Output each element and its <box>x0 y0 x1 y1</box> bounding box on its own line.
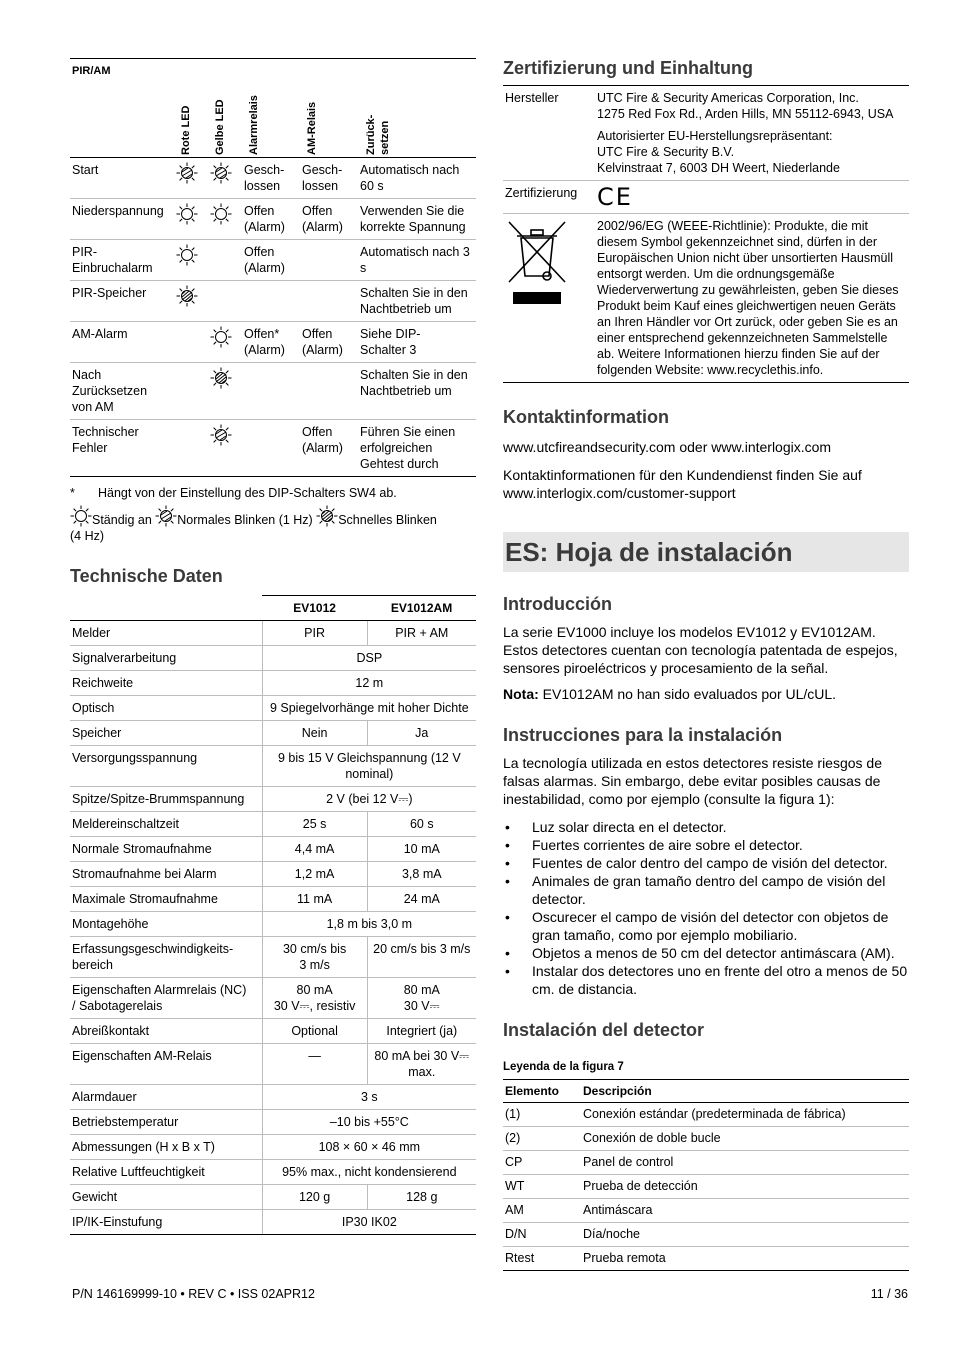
tech-data-table <box>70 595 476 1235</box>
am-relay-cell: Offen (Alarm) <box>300 420 358 477</box>
reset-cell: Verwenden Sie die korrekte Spannung <box>358 199 476 240</box>
tech-value: DSP <box>262 646 476 671</box>
note-label: Nota: <box>503 686 539 702</box>
tech-value: –10 bis +55°C <box>262 1110 476 1135</box>
alarm-relay-cell: Offen (Alarm) <box>242 199 300 240</box>
legend-normal-label: Normales Blinken (1 Hz) <box>177 513 313 527</box>
tech-table-row <box>70 621 476 646</box>
legend-element: Rtest <box>503 1247 581 1271</box>
row-label: PIR-Speicher <box>70 281 174 322</box>
tech-value-ev1012am: 80 mA 30 V⎓ <box>367 978 476 1019</box>
legend-element: CP <box>503 1151 581 1175</box>
legend-header-element: Elemento <box>503 1080 581 1103</box>
tech-value-ev1012: PIR <box>262 621 367 646</box>
tech-value-ev1012: 1,2 mA <box>262 862 367 887</box>
led-table-row <box>70 158 476 199</box>
led-legend <box>70 505 476 544</box>
tech-value-ev1012: Optional <box>262 1019 367 1044</box>
weee-text: 2002/96/EG (WEEE-Richtlinie): Produkte, die mit diesem Symbol gekennzeichnet sind, dürfen in der Europäischen Union nicht über unsortierten Hausmüll entsorgt werden. Um die ordnungsgemäße Wiederverwertung zu gewährleisten, geben Sie dieses Produkt beim Kauf eines gleichwertigen neuen Geräts an Ihren Händler vor Ort zurück, oder geben Sie es an einer entsprechend gekennzeichneten Sammelstelle ab. Weitere Informationen hierzu finden Sie auf der folgenden Website: www.recyclethis.info. <box>595 214 909 383</box>
header-alarmrelais: Alarmrelais <box>242 59 300 158</box>
alarm-relay-cell: Offen (Alarm) <box>242 240 300 281</box>
led-table-row <box>70 363 476 420</box>
manufacturer-us: UTC Fire & Security Americas Corporation, Inc. 1275 Red Fox Rd., Arden Hills, MN 55112-6943, USA <box>597 91 894 121</box>
reset-cell: Automatisch nach 60 s <box>358 158 476 199</box>
left-column <box>70 58 476 1235</box>
tech-value-ev1012am: 3,8 mA <box>367 862 476 887</box>
tech-value-ev1012: 25 s <box>262 812 367 837</box>
tech-label: Abreißkontakt <box>70 1019 262 1044</box>
tech-label: Alarmdauer <box>70 1085 262 1110</box>
tech-label: Abmessungen (H x B x T) <box>70 1135 262 1160</box>
tech-table-row <box>70 671 476 696</box>
tech-value: 9 bis 15 V Gleichspannung (12 V nominal) <box>262 746 476 787</box>
led-blink-normal-icon <box>155 505 177 527</box>
tech-table-row <box>70 746 476 787</box>
legend-description: Prueba remota <box>581 1247 909 1271</box>
tech-value: 108 × 60 × 46 mm <box>262 1135 476 1160</box>
alarm-relay-cell <box>242 281 300 322</box>
led-table-row <box>70 281 476 322</box>
red-led-cell <box>174 240 208 281</box>
tech-label: Optisch <box>70 696 262 721</box>
weee-bin-icon <box>505 218 569 308</box>
row-label: AM-Alarm <box>70 322 174 363</box>
led-status-table <box>70 58 476 477</box>
legend-element: AM <box>503 1199 581 1223</box>
manufacturer-value <box>595 86 909 181</box>
tech-table-row <box>70 837 476 862</box>
legend-description: Día/noche <box>581 1223 909 1247</box>
legend-element: (1) <box>503 1103 581 1127</box>
legend-table-body <box>503 1103 909 1271</box>
red-led-cell <box>174 158 208 199</box>
tech-value-ev1012: 30 cm/s bis 3 m/s <box>262 937 367 978</box>
am-relay-cell <box>300 240 358 281</box>
es-banner: ES: Hoja de instalación <box>503 532 909 572</box>
tech-label: Eigenschaften Alarmrelais (NC) / Sabotagerelais <box>70 978 262 1019</box>
legend-caption: Leyenda de la figura 7 <box>503 1061 624 1073</box>
bullet-item: • Fuentes de calor dentro del campo de visión del detector. <box>503 854 909 872</box>
legend-row <box>503 1247 909 1271</box>
tech-label: Melder <box>70 621 262 646</box>
bullet-item: • Objetos a menos de 50 cm del detector antimáscara (AM). <box>503 944 909 962</box>
led-blink-normal-icon <box>210 424 232 446</box>
tech-label: Speicher <box>70 721 262 746</box>
yellow-led-cell <box>208 281 242 322</box>
tech-label: Erfassungsgeschwindigkeits- bereich <box>70 937 262 978</box>
tech-value-ev1012am: 80 mA bei 30 V⎓ max. <box>367 1044 476 1085</box>
note-text: EV1012AM no han sido evaluados por UL/cUL. <box>538 686 837 702</box>
intro-note <box>503 685 909 703</box>
led-table-row <box>70 420 476 477</box>
tech-value: 3 s <box>262 1085 476 1110</box>
tech-label: Montagehöhe <box>70 912 262 937</box>
footer-page-number: 11 / 36 <box>870 1287 908 1301</box>
led-steady-icon <box>70 505 92 527</box>
tech-value-ev1012am: 60 s <box>367 812 476 837</box>
legend-description: Antimáscara <box>581 1199 909 1223</box>
red-led-cell <box>174 281 208 322</box>
red-led-cell <box>174 363 208 420</box>
yellow-led-cell <box>208 240 242 281</box>
led-table-body <box>70 158 476 477</box>
tech-value: 2 V (bei 12 V⎓) <box>262 787 476 812</box>
header-zuruecksetzen: Zurück- setzen <box>358 59 476 158</box>
tech-label: Maximale Stromaufnahme <box>70 887 262 912</box>
tech-value-ev1012am: 20 cm/s bis 3 m/s <box>367 937 476 978</box>
row-label: PIR- Einbruchalarm <box>70 240 174 281</box>
intro-title: Introducción <box>503 594 612 614</box>
legend-row <box>503 1151 909 1175</box>
bullet-item: • Luz solar directa en el detector. <box>503 818 909 836</box>
tech-value: 9 Spiegelvorhänge mit hoher Dichte <box>262 696 476 721</box>
header-rote-led: Rote LED <box>174 59 208 158</box>
tech-table-row <box>70 887 476 912</box>
legend-description: Panel de control <box>581 1151 909 1175</box>
footnote-mark: * <box>70 486 75 500</box>
tech-value-ev1012am: 10 mA <box>367 837 476 862</box>
tech-table-row <box>70 646 476 671</box>
ce-mark-icon: CE <box>597 183 633 211</box>
tech-header-ev1012: EV1012 <box>262 596 367 621</box>
tech-value-ev1012am: 128 g <box>367 1185 476 1210</box>
right-column <box>503 58 909 1271</box>
legend-element: WT <box>503 1175 581 1199</box>
led-steady-icon <box>210 326 232 348</box>
footnote-text: Hängt von der Einstellung des DIP-Schalters SW4 ab. <box>98 486 397 500</box>
alarm-relay-cell: Offen* (Alarm) <box>242 322 300 363</box>
legend-description: Prueba de detección <box>581 1175 909 1199</box>
legend-row <box>503 1127 909 1151</box>
cert-title: Zertifizierung und Einhaltung <box>503 58 753 78</box>
tech-label: Versorgungsspannung <box>70 746 262 787</box>
red-led-cell <box>174 199 208 240</box>
red-led-cell <box>174 322 208 363</box>
header-am-relais: AM-Relais <box>300 59 358 158</box>
cert-table <box>503 85 909 383</box>
legend-description: Conexión estándar (predeterminada de fábrica) <box>581 1103 909 1127</box>
header-gelbe-led: Gelbe LED <box>208 59 242 158</box>
am-relay-cell: Offen (Alarm) <box>300 322 358 363</box>
am-relay-cell <box>300 281 358 322</box>
led-blink-fast-icon <box>316 505 338 527</box>
led-blink-normal-icon <box>210 162 232 184</box>
legend-steady-label: Ständig an <box>92 513 152 527</box>
header-pir-am: PIR/AM <box>70 59 174 158</box>
led-steady-icon <box>176 244 198 266</box>
reset-cell: Siehe DIP- Schalter 3 <box>358 322 476 363</box>
tech-label: Eigenschaften AM-Relais <box>70 1044 262 1085</box>
led-steady-icon <box>176 203 198 225</box>
tech-value: IP30 IK02 <box>262 1210 476 1235</box>
reset-cell: Schalten Sie in den Nachtbetrieb um <box>358 281 476 322</box>
tech-value-ev1012: 4,4 mA <box>262 837 367 862</box>
legend-fast-label: Schnelles Blinken (4 Hz) <box>70 513 437 543</box>
intro-text: La serie EV1000 incluye los modelos EV1012 y EV1012AM. Estos detectores cuentan con tecnología patentada de espejos, sensores piroeléctricos y procesamiento de la señal. <box>503 624 898 676</box>
contact-line2: Kontaktinformationen für den Kundendienst finden Sie auf www.interlogix.com/customer-support <box>503 467 862 501</box>
red-led-cell <box>174 420 208 477</box>
row-label: Technischer Fehler <box>70 420 174 477</box>
instructions-list <box>503 818 909 998</box>
legend-element: D/N <box>503 1223 581 1247</box>
led-steady-icon <box>210 203 232 225</box>
tech-value-ev1012: — <box>262 1044 367 1085</box>
led-table-row <box>70 322 476 363</box>
alarm-relay-cell <box>242 420 300 477</box>
tech-table-row <box>70 978 476 1019</box>
cert-label: Zertifizierung <box>503 181 595 214</box>
legend-table <box>503 1079 909 1271</box>
manufacturer-label: Hersteller <box>503 86 595 181</box>
instructions-text: La tecnología utilizada en estos detectores resiste riesgos de falsas alarmas. Sin embargo, debe evitar posibles causas de inestabilidad, como por ejemplo (consulte la figura 1): <box>503 755 883 807</box>
tech-table-row <box>70 787 476 812</box>
tech-label: Betriebstemperatur <box>70 1110 262 1135</box>
row-label: Nach Zurücksetzen von AM <box>70 363 174 420</box>
tech-header-blank <box>70 596 262 621</box>
tech-label: Relative Luftfeuchtigkeit <box>70 1160 262 1185</box>
legend-row <box>503 1175 909 1199</box>
tech-value: 95% max., nicht kondensierend <box>262 1160 476 1185</box>
reset-cell: Schalten Sie in den Nachtbetrieb um <box>358 363 476 420</box>
tech-value: 1,8 m bis 3,0 m <box>262 912 476 937</box>
tech-label: Normale Stromaufnahme <box>70 837 262 862</box>
contact-title: Kontaktinformation <box>503 407 669 427</box>
tech-value-ev1012am: PIR + AM <box>367 621 476 646</box>
led-blink-fast-icon <box>210 367 232 389</box>
instructions-title: Instrucciones para la instalación <box>503 725 783 745</box>
led-blink-fast-icon <box>176 285 198 307</box>
tech-value-ev1012: 80 mA 30 V⎓, resistiv <box>262 978 367 1019</box>
tech-table-row <box>70 1185 476 1210</box>
tech-table-row <box>70 1135 476 1160</box>
tech-table-row <box>70 1210 476 1235</box>
tech-value-ev1012: Nein <box>262 721 367 746</box>
footnote <box>70 485 476 501</box>
legend-row <box>503 1223 909 1247</box>
tech-label: Spitze/Spitze-Brummspannung <box>70 787 262 812</box>
tech-value-ev1012: 120 g <box>262 1185 367 1210</box>
tech-value-ev1012: 11 mA <box>262 887 367 912</box>
tech-table-row <box>70 812 476 837</box>
legend-element: (2) <box>503 1127 581 1151</box>
tech-label: Meldereinschaltzeit <box>70 812 262 837</box>
yellow-led-cell <box>208 158 242 199</box>
led-blink-normal-icon <box>176 162 198 184</box>
reset-cell: Führen Sie einen erfolgreichen Gehtest durch <box>358 420 476 477</box>
ce-mark-cell <box>595 181 909 214</box>
bullet-item: • Fuertes corrientes de aire sobre el detector. <box>503 836 909 854</box>
tech-value-ev1012am: 24 mA <box>367 887 476 912</box>
tech-table-row <box>70 721 476 746</box>
footer-part-number: P/N 146169999-10 • REV C • ISS 02APR12 <box>72 1287 315 1301</box>
am-relay-cell: Offen (Alarm) <box>300 199 358 240</box>
am-relay-cell <box>300 363 358 420</box>
tech-label: Reichweite <box>70 671 262 696</box>
tech-label: Gewicht <box>70 1185 262 1210</box>
weee-icon-cell <box>503 214 595 383</box>
yellow-led-cell <box>208 199 242 240</box>
led-table-row <box>70 199 476 240</box>
tech-table-row <box>70 1019 476 1044</box>
alarm-relay-cell: Gesch- lossen <box>242 158 300 199</box>
legend-row <box>503 1103 909 1127</box>
alarm-relay-cell <box>242 363 300 420</box>
legend-description: Conexión de doble bucle <box>581 1127 909 1151</box>
tech-data-title: Technische Daten <box>70 566 223 586</box>
tech-label: IP/IK-Einstufung <box>70 1210 262 1235</box>
install-title: Instalación del detector <box>503 1020 705 1040</box>
legend-header-description: Descripción <box>581 1080 909 1103</box>
reset-cell: Automatisch nach 3 s <box>358 240 476 281</box>
tech-header-ev1012am: EV1012AM <box>367 596 476 621</box>
led-table-row <box>70 240 476 281</box>
bullet-item: • Animales de gran tamaño dentro del campo de visión del detector. <box>503 872 909 908</box>
tech-table-row <box>70 937 476 978</box>
tech-table-row <box>70 1085 476 1110</box>
tech-table-row <box>70 1160 476 1185</box>
contact-line1: www.utcfireandsecurity.com oder www.interlogix.com <box>503 439 832 455</box>
tech-value: 12 m <box>262 671 476 696</box>
tech-value-ev1012am: Integriert (ja) <box>367 1019 476 1044</box>
yellow-led-cell <box>208 322 242 363</box>
yellow-led-cell <box>208 363 242 420</box>
tech-label: Stromaufnahme bei Alarm <box>70 862 262 887</box>
tech-table-row <box>70 912 476 937</box>
tech-label: Signalverarbeitung <box>70 646 262 671</box>
legend-row <box>503 1199 909 1223</box>
row-label: Start <box>70 158 174 199</box>
tech-table-body <box>70 621 476 1235</box>
yellow-led-cell <box>208 420 242 477</box>
row-label: Niederspannung <box>70 199 174 240</box>
manufacturer-eu: Autorisierter EU-Herstellungsrepräsentant: UTC Fire & Security B.V. Kelvinstraat 7, 6003 DH Weert, Niederlande <box>597 129 840 175</box>
tech-value-ev1012am: Ja <box>367 721 476 746</box>
tech-table-row <box>70 1110 476 1135</box>
tech-table-row <box>70 1044 476 1085</box>
tech-table-row <box>70 862 476 887</box>
bullet-item: • Oscurecer el campo de visión del detector con objetos de gran tamaño, como por ejemplo mobiliario. <box>503 908 909 944</box>
am-relay-cell: Gesch- lossen <box>300 158 358 199</box>
tech-table-row <box>70 696 476 721</box>
bullet-item: • Instalar dos detectores uno en frente del otro a menos de 50 cm. de distancia. <box>503 962 909 998</box>
